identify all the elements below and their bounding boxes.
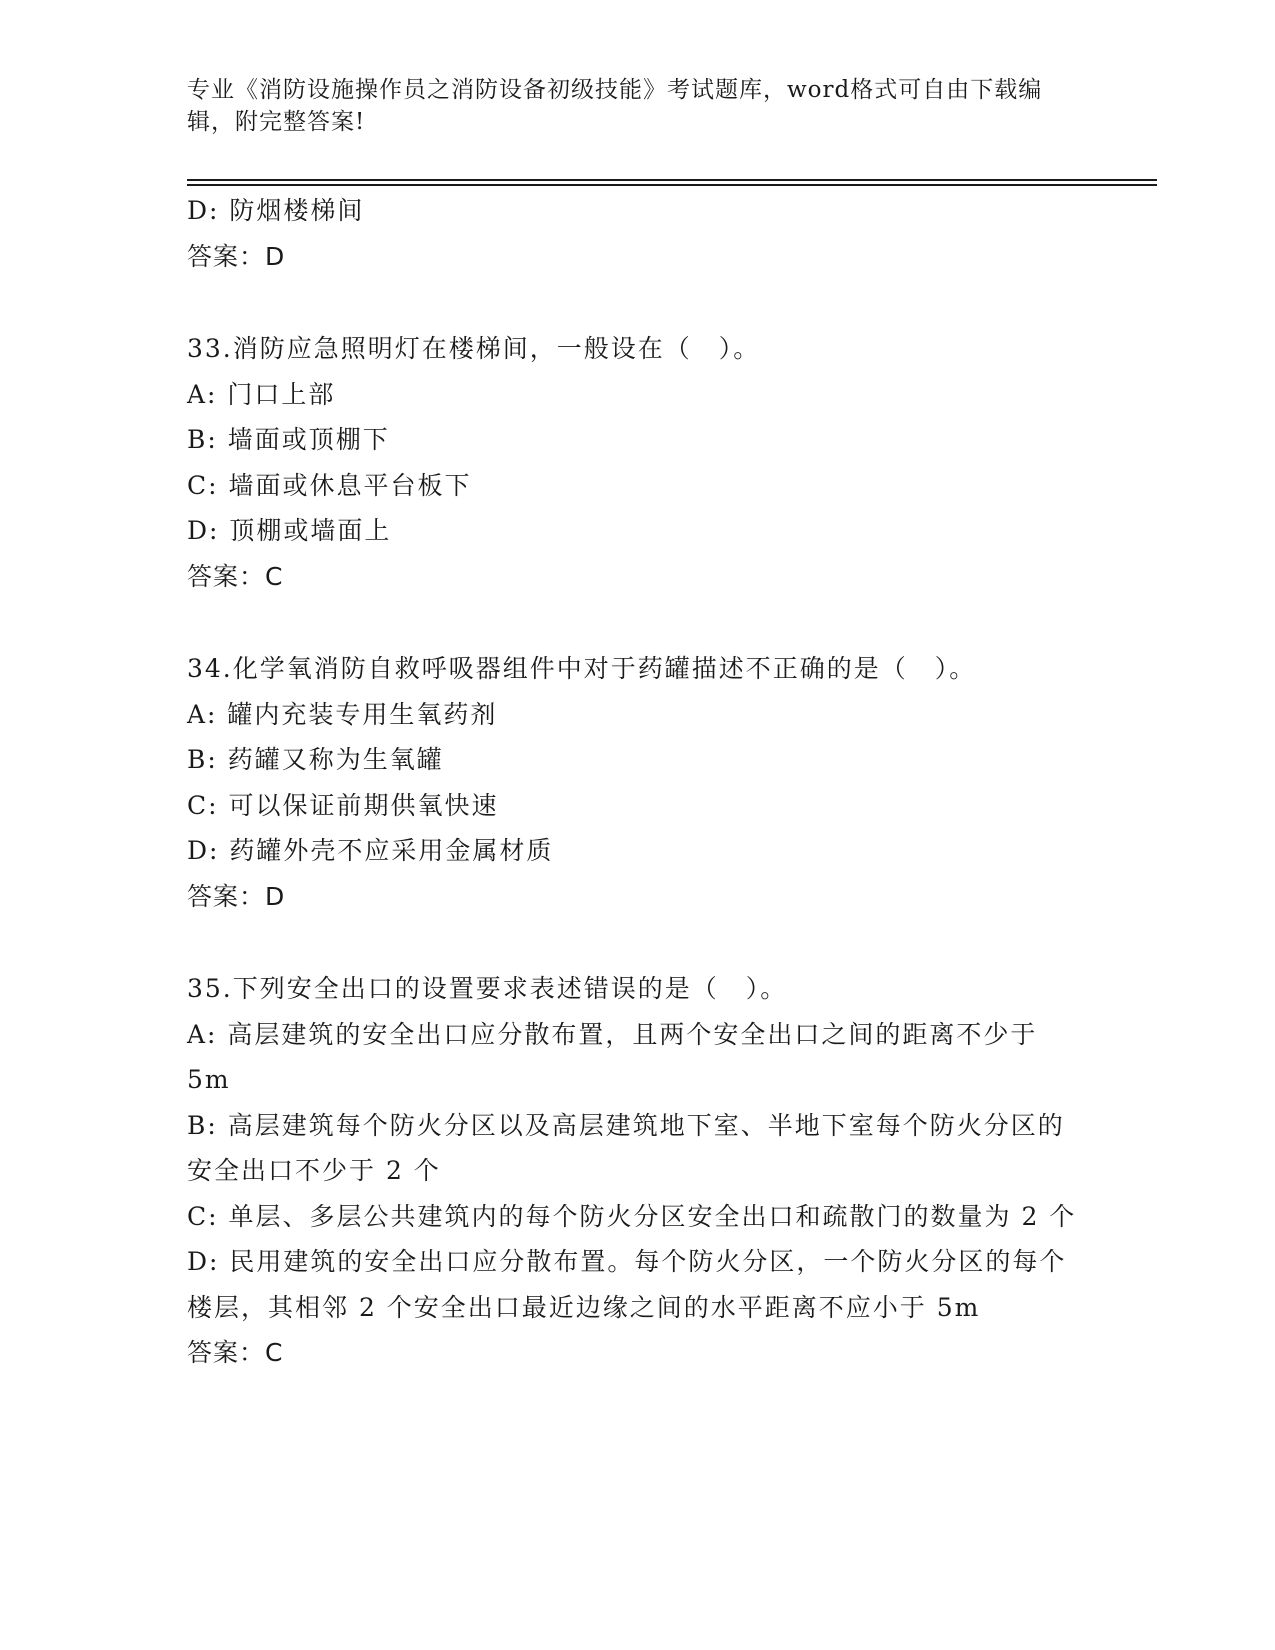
- option-c: C: 单层、多层公共建筑内的每个防火分区安全出口和疏散门的数量为 2 个: [187, 1201, 1077, 1231]
- answer-line: 答案：C: [187, 1338, 284, 1367]
- option-a: A: 高层建筑的安全出口应分散布置，且两个安全出口之间的距离不少于 5m: [187, 1019, 1038, 1094]
- question-33: [187, 326, 1087, 599]
- previous-question-tail: [187, 188, 1087, 279]
- header-divider-top: [187, 179, 1157, 181]
- question-content: [187, 188, 1087, 1376]
- answer-line: 答案：D: [187, 881, 286, 911]
- question-stem: 33.消防应急照明灯在楼梯间，一般设在（ ）。: [187, 334, 761, 363]
- document-header: [187, 74, 1087, 138]
- option-d: D: 药罐外壳不应采用金属材质: [187, 836, 554, 865]
- option-b: B: 墙面或顶棚下: [187, 425, 390, 454]
- question-34: [187, 646, 1087, 919]
- option-d: D: 防烟楼梯间: [187, 196, 365, 225]
- header-line-1: 专业《消防设施操作员之消防设备初级技能》考试题库，word格式可自由下载编: [187, 77, 1043, 103]
- option-c: C: 墙面或休息平台板下: [187, 470, 472, 500]
- question-stem: 34.化学氧消防自救呼吸器组件中对于药罐描述不正确的是（ ）。: [187, 654, 977, 683]
- answer-line: 答案：C: [187, 561, 284, 591]
- option-b: B: 药罐又称为生氧罐: [187, 745, 444, 774]
- option-d: D: 顶棚或墙面上: [187, 516, 392, 545]
- option-b: B: 高层建筑每个防火分区以及高层建筑地下室、半地下室每个防火分区的安全出口不少于 2 个: [187, 1110, 1065, 1185]
- option-d: D: 民用建筑的安全出口应分散布置。每个防火分区，一个防火分区的每个楼层，其相邻 2 个安全出口最近边缘之间的水平距离不应小于 5m: [187, 1247, 1067, 1322]
- question-stem: 35.下列安全出口的设置要求表述错误的是（ ）。: [187, 974, 788, 1003]
- option-a: A: 门口上部: [187, 379, 336, 409]
- option-a: A: 罐内充装专用生氧药剂: [187, 699, 498, 729]
- question-35: [187, 966, 1087, 1376]
- header-divider-bottom: [187, 184, 1157, 186]
- answer-line: 答案：D: [187, 241, 286, 271]
- header-line-2: 辑，附完整答案!: [187, 109, 366, 135]
- option-c: C: 可以保证前期供氧快速: [187, 790, 499, 820]
